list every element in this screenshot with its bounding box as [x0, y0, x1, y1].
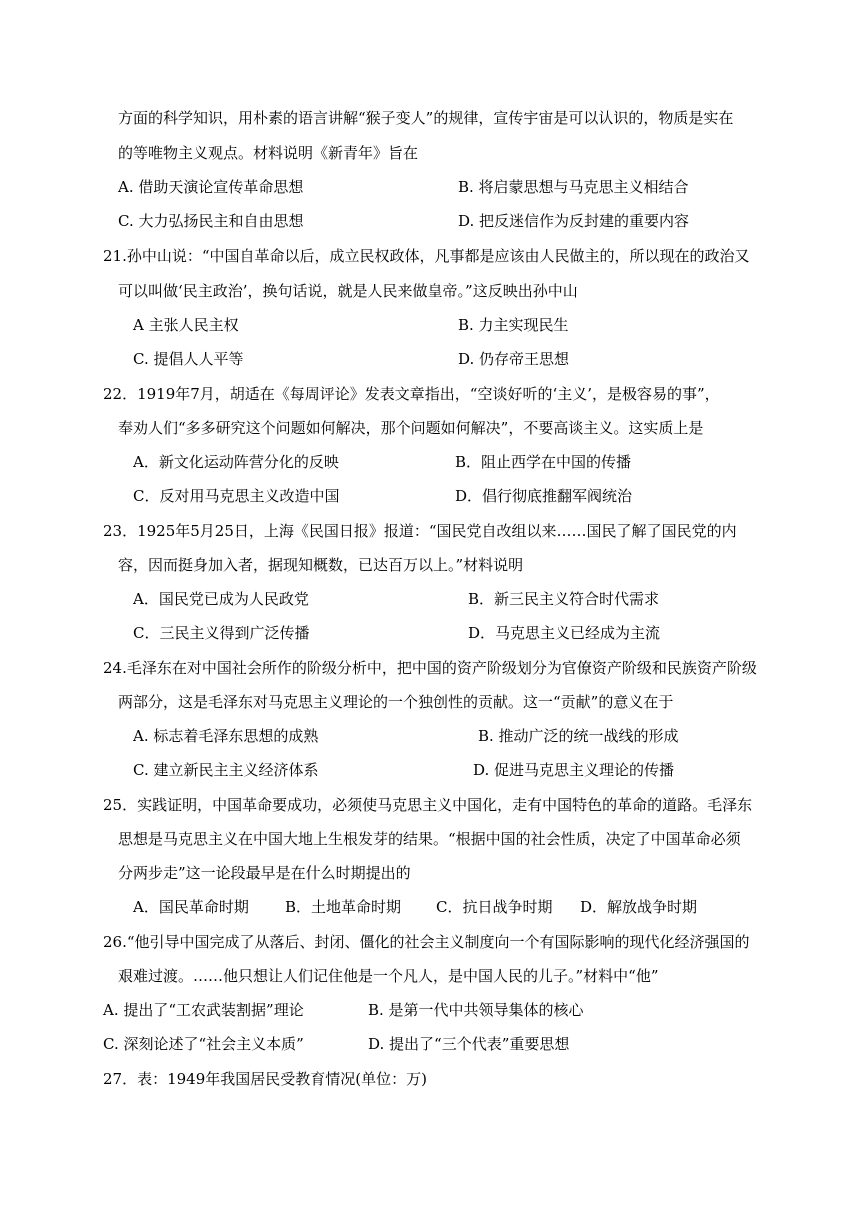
question-20-line-1: 方面的科学知识，用朴素的语言讲解“猴子变人”的规律，宣传宇宙是可以认识的，物质是实在 — [118, 109, 734, 127]
question-25-option-b: B．土地革命时期 — [285, 898, 402, 916]
question-27-line-1: 27．表：1949年我国居民受教育情况(单位：万) — [103, 1070, 427, 1088]
question-21-option-d: D. 仍存帝王思想 — [458, 350, 570, 368]
question-23-option-a: A．国民党已成为人民政党 — [133, 590, 309, 608]
question-23-line-2: 容，因而挺身加入者，据现知概数，已达百万以上。”材料说明 — [118, 556, 524, 574]
question-24-option-d: D. 促进马克思主义理论的传播 — [473, 761, 675, 779]
question-26-option-c: C. 深刻论述了“社会主义本质” — [103, 1035, 304, 1053]
question-22-line-1: 22．1919年7月，胡适在《每周评论》发表文章指出，“空谈好听的‘主义’，是极容易的事”， — [103, 385, 720, 403]
question-25-option-a: A．国民革命时期 — [133, 898, 249, 916]
question-20-option-c: C. 大力弘扬民主和自由思想 — [118, 212, 304, 230]
question-21-option-c: C. 提倡人人平等 — [133, 350, 244, 368]
question-25-option-c: C．抗日战争时期 — [436, 898, 553, 916]
question-23-option-c: C．三民主义得到广泛传播 — [133, 624, 310, 642]
question-24-option-a: A. 标志着毛泽东思想的成熟 — [133, 727, 319, 745]
question-23-option-d: D．马克思主义已经成为主流 — [468, 624, 661, 642]
question-26-option-b: B. 是第一代中共领导集体的核心 — [368, 1001, 584, 1019]
question-26-option-a: A. 提出了“工农武装割据”理论 — [103, 1001, 304, 1019]
question-22-line-2: 奉劝人们“多多研究这个问题如何解决，那个问题如何解决”，不要高谈主义。这实质上是 — [118, 419, 704, 437]
question-20-option-b: B. 将启蒙思想与马克思主义相结合 — [458, 178, 689, 196]
question-22-option-d: D．倡行彻底推翻军阀统治 — [455, 487, 633, 505]
question-23-option-b: B．新三民主义符合时代需求 — [468, 590, 660, 608]
question-25-line-2: 思想是马克思主义在中国大地上生根发芽的结果。“根据中国的社会性质，决定了中国革命必须 — [118, 830, 741, 848]
question-21-option-a: A 主张人民主权 — [133, 316, 239, 334]
question-26-line-1: 26.“他引导中国完成了从落后、封闭、僵化的社会主义制度向一个有国际影响的现代化经济强国的 — [103, 933, 750, 951]
question-20-line-2: 的等唯物主义观点。材料说明《新青年》旨在 — [118, 144, 419, 162]
question-24-option-c: C. 建立新民主主义经济体系 — [133, 761, 319, 779]
question-21-option-b: B. 力主实现民生 — [458, 316, 569, 334]
question-26-line-2: 艰难过渡。……他只想让人们记住他是一个凡人，是中国人民的儿子。”材料中“他” — [118, 967, 659, 985]
question-25-option-d: D．解放战争时期 — [580, 898, 698, 916]
question-21-line-2: 可以叫做‘民主政治’，换句话说，就是人民来做皇帝。”这反映出孙中山 — [118, 282, 578, 300]
question-23-line-1: 23．1925年5月25日，上海《民国日报》报道：“国民党自改组以来……国民了解了国民党的内 — [103, 522, 737, 540]
question-24-option-b: B. 推动广泛的统一战线的形成 — [478, 727, 679, 745]
question-24-line-2: 两部分，这是毛泽东对马克思主义理论的一个独创性的贡献。这一“贡献”的意义在于 — [118, 693, 674, 711]
question-24-line-1: 24.毛泽东在对中国社会所作的阶级分析中，把中国的资产阶级划分为官僚资产阶级和民族资产阶级 — [103, 659, 757, 677]
question-22-option-c: C．反对用马克思主义改造中国 — [133, 487, 340, 505]
question-26-option-d: D. 提出了“三个代表”重要思想 — [368, 1035, 570, 1053]
question-22-option-a: A．新文化运动阵营分化的反映 — [133, 453, 339, 471]
question-22-option-b: B．阻止西学在中国的传播 — [455, 453, 632, 471]
question-20-option-a: A. 借助天演论宣传革命思想 — [118, 178, 304, 196]
question-25-line-3: 分两步走”这一论段最早是在什么时期提出的 — [118, 864, 411, 882]
question-21-line-1: 21.孙中山说：“中国自革命以后，成立民权政体，凡事都是应该由人民做主的，所以现在的政治又 — [103, 247, 750, 265]
question-20-option-d: D. 把反迷信作为反封建的重要内容 — [458, 212, 690, 230]
question-25-line-1: 25．实践证明，中国革命要成功，必须使马克思主义中国化，走有中国特色的革命的道路。毛泽东 — [103, 796, 753, 814]
